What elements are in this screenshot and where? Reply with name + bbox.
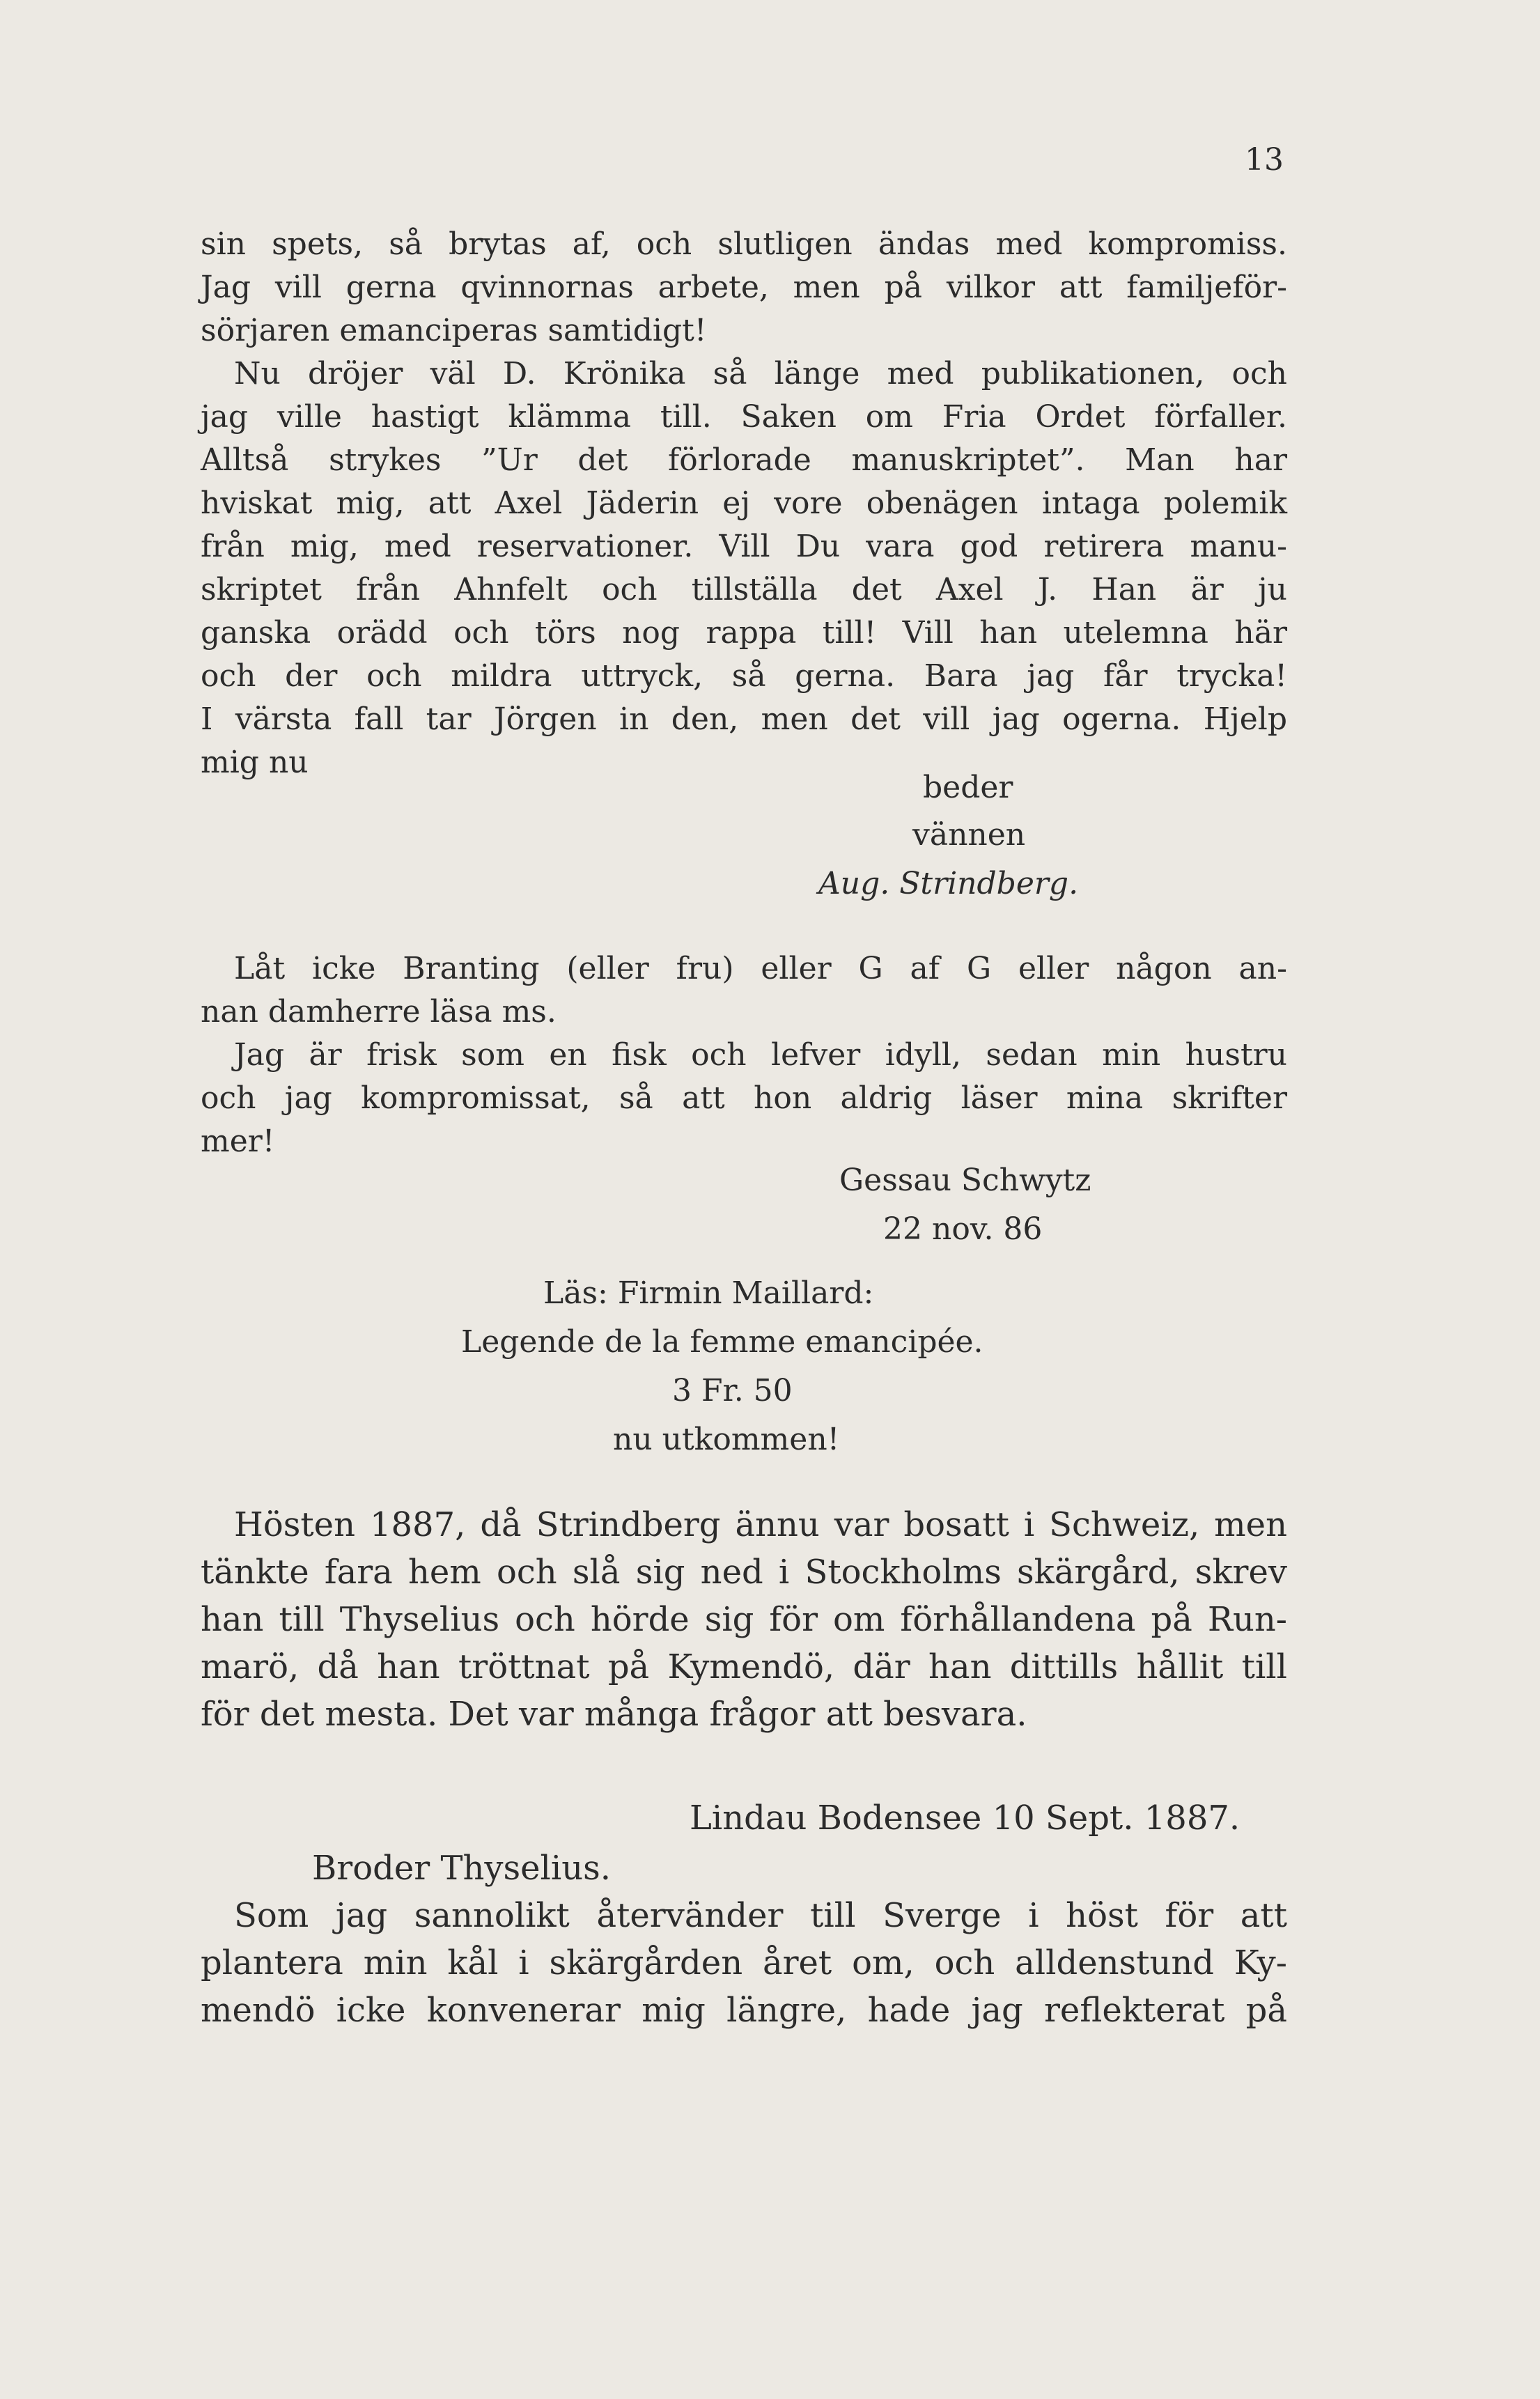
postscript xyxy=(201,947,1287,1163)
text-line: marö, då han tröttnat på Kymendö, där han dittills hållit till xyxy=(201,1647,1287,1686)
text-line: Som jag sannolikt återvänder till Sverge i höst för att xyxy=(234,1896,1287,1935)
advert-text: nu utkommen! xyxy=(613,1422,840,1457)
text-line: mer! xyxy=(201,1124,275,1159)
text-line: Låt icke Branting (eller fru) eller G af G eller någon an- xyxy=(234,951,1287,986)
text-line: nan damherre läsa ms. xyxy=(201,994,557,1030)
text-line: hviskat mig, att Axel Jäderin ej vore obenägen intaga polemik xyxy=(201,486,1287,521)
salutation: Broder Thyselius. xyxy=(312,1849,612,1888)
advert-line-1 xyxy=(543,1272,1031,1315)
text-line: Nu dröjer väl D. Krönika så länge med publikationen, och xyxy=(234,356,1287,391)
text-line: ganska orädd och törs nog rappa till! Vill han utelemna här xyxy=(201,615,1287,651)
text-line: sin spets, så brytas af, och slutligen ändas med kompromiss. xyxy=(201,226,1287,262)
text-line: Jag vill gerna qvinnornas arbete, men på vilkor att familjeför- xyxy=(201,270,1287,305)
advert-text: 3 Fr. 50 xyxy=(672,1373,793,1408)
text-line: tänkte fara hem och slå sig ned i Stockholms skärgård, skrev xyxy=(201,1553,1287,1592)
narrative-paragraph xyxy=(201,1501,1287,1738)
text-line: Hösten 1887, då Strindberg ännu var bosatt i Schweiz, men xyxy=(234,1505,1287,1544)
letter2-body xyxy=(201,1892,1287,2034)
postscript-date xyxy=(883,1208,1301,1251)
text-line: mendö icke konvenerar mig längre, hade jag reflekterat på xyxy=(201,1991,1287,2030)
letter-closing xyxy=(923,766,1341,809)
text-line: Jag är frisk som en fisk och lefver idyll, sedan min hustru xyxy=(234,1037,1287,1073)
signature: Aug. Strindberg. xyxy=(818,866,1079,901)
advert-line-4 xyxy=(613,1418,961,1461)
date-line: 22 nov. 86 xyxy=(883,1211,1043,1247)
page-number: 13 xyxy=(1245,142,1284,178)
advert-line-2 xyxy=(461,1321,1088,1364)
text-line: och jag kompromissat, så att hon aldrig läser mina skrifter xyxy=(201,1080,1287,1116)
closing-line: beder xyxy=(923,770,1013,805)
text-line: I värsta fall tar Jörgen in den, men det vill jag ogerna. Hjelp xyxy=(201,701,1287,737)
text-line: för det mesta. Det var många frågor att besvara. xyxy=(201,1695,1027,1734)
closing-line: vännen xyxy=(912,817,1026,853)
letter-body xyxy=(201,223,1287,784)
advert-text: Läs: Firmin Maillard: xyxy=(543,1275,874,1311)
advert-line-3 xyxy=(672,1369,951,1413)
place-line: Gessau Schwytz xyxy=(839,1163,1091,1198)
text-line: från mig, med reservationer. Vill Du vara god retirera manu- xyxy=(201,529,1287,564)
postscript-place xyxy=(839,1159,1327,1202)
signature-block xyxy=(818,862,1306,906)
text-line: mig nu xyxy=(201,745,309,780)
text-line: sörjaren emanciperas samtidigt! xyxy=(201,313,707,348)
advert-text: Legende de la femme emancipée. xyxy=(461,1324,983,1360)
letter2-salutation xyxy=(312,1845,939,1892)
letter-closing-2 xyxy=(912,814,1330,857)
text-line: skriptet från Ahnfelt och tillställa det Axel J. Han är ju xyxy=(201,572,1287,607)
letter2-dateline xyxy=(690,1794,1316,1842)
text-line: plantera min kål i skärgården året om, och alldenstund Ky- xyxy=(201,1943,1287,1982)
text-line: och der och mildra uttryck, så gerna. Bara jag får trycka! xyxy=(201,658,1287,694)
text-line: jag ville hastigt klämma till. Saken om Fria Ordet förfaller. xyxy=(201,399,1287,435)
dateline: Lindau Bodensee 10 Sept. 1887. xyxy=(690,1799,1240,1838)
text-line: han till Thyselius och hörde sig för om förhållandena på Run- xyxy=(201,1600,1287,1639)
text-line: Alltså strykes ”Ur det förlorade manuskriptet”. Man har xyxy=(201,442,1287,478)
